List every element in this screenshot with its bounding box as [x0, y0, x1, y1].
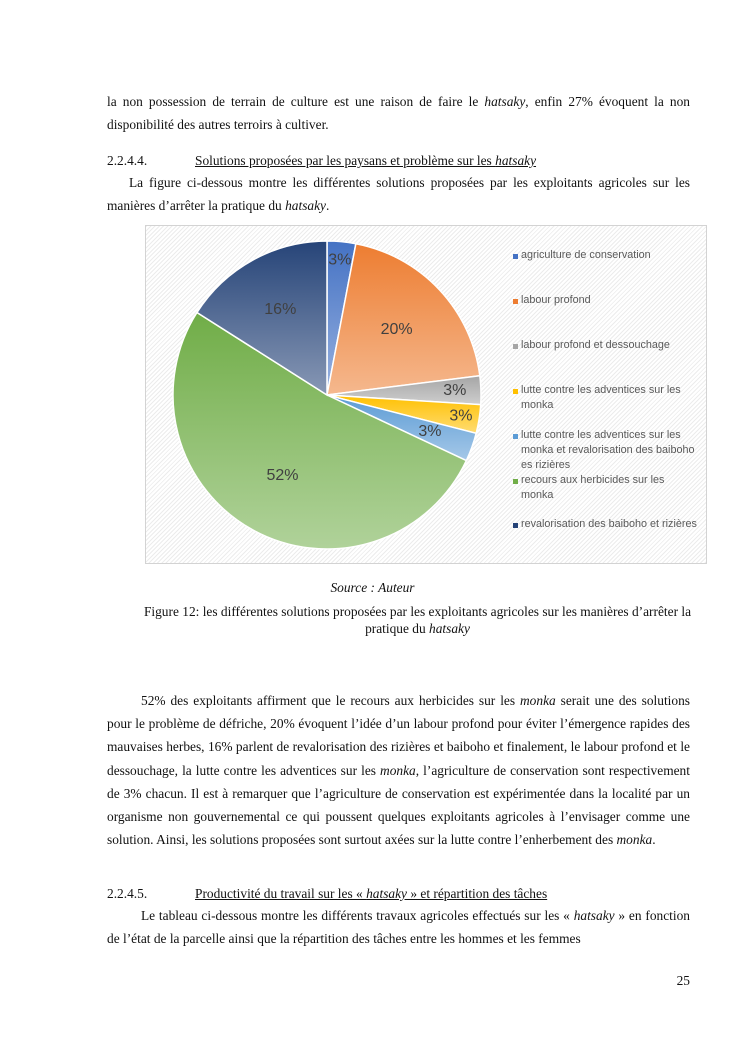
legend-swatch	[513, 479, 518, 484]
section-number: 2.2.4.4.	[107, 153, 148, 168]
legend-label: lutte contre les adventices sur les monka et revalorisation des baiboho es rizières	[521, 429, 695, 471]
pie-data-label-agriculture-de-conservation: 3%	[328, 251, 352, 269]
pie-data-label-labour-profond: 20%	[380, 320, 413, 338]
paragraph-intro: La figure ci-dessous montre les différentes solutions proposées par les exploitants agricoles sur les manières d’arrêter la pratique du hatsaky.	[107, 175, 690, 214]
paragraph-top: la non possession de terrain de culture est une raison de faire le hatsaky, enfin 27% évoquent la non disponibilité des autres terroirs à cultiver.	[107, 94, 690, 133]
legend-label: revalorisation des baiboho et rizières	[521, 518, 697, 530]
pie-chart	[145, 225, 707, 564]
legend-swatch	[513, 434, 518, 439]
legend-item-labour-profond-et-dessouchage	[513, 338, 699, 353]
legend-item-lutte-contre-les-adventices-sur-les-monka-et-revalorisation-des-baiboho-es-rizieres	[513, 428, 699, 473]
pie-data-label-lutte-contre-les-adventices-sur-les-monka-et-revalorisation-des-baiboho-es-rizieres: 3%	[418, 423, 442, 441]
figure-caption: Figure 12: les différentes solutions proposées par les exploitants agricoles sur les manières d’arrêter la pratique du hatsaky	[143, 604, 692, 636]
legend-swatch	[513, 389, 518, 394]
legend-label: agriculture de conservation	[521, 249, 651, 261]
paragraph-analysis: 52% des exploitants affirment que le recours aux herbicides sur les monka serait une des solutions pour le problème de défriche, 20% évoquent l’idée d’un labour profond pour éviter l’émergence rapides des mauvaises herbes, 16% parlent de revalorisation des rizières et baiboho et finalement, le labour profond et le dessouchage, la lutte contre les adventices sur les monka, l’agriculture de conservation sont respectivement de 3% chacun. Il est à remarquer que l’agriculture de conservation est expérimentée dans la localité par un organisme non gouvernemental ce qui poussent quelques exploitants agricoles à l’envisager comme une solution. Ainsi, les solutions proposées sont surtout axées sur la lutte contre l’enherbement des monka.	[107, 693, 691, 848]
section-heading-2-2-4-4: 2.2.4.4. Solutions proposées par les paysans et problème sur les hatsaky	[107, 151, 690, 171]
pie-data-label-labour-profond-et-dessouchage: 3%	[443, 382, 467, 400]
legend-item-recours-aux-herbicides-sur-les-monka	[513, 473, 699, 503]
legend-item-labour-profond	[513, 293, 699, 308]
section-heading-2-2-4-5: 2.2.4.5. Productivité du travail sur les « hatsaky » et répartition des tâches	[107, 884, 690, 904]
legend-item-lutte-contre-les-adventices-sur-les-monka	[513, 383, 699, 413]
legend-label: recours aux herbicides sur les monka	[521, 474, 665, 501]
pie-data-label-revalorisation-des-baiboho-et-rizieres: 16%	[264, 301, 297, 319]
legend-swatch	[513, 344, 518, 349]
pie-data-label-recours-aux-herbicides-sur-les-monka: 52%	[266, 467, 299, 485]
figure-source: Source : Auteur	[330, 580, 415, 595]
legend-label: labour profond et dessouchage	[521, 339, 670, 351]
legend-swatch	[513, 523, 518, 528]
legend-item-agriculture-de-conservation	[513, 248, 699, 263]
paragraph-bottom: Le tableau ci-dessous montre les différents travaux agricoles effectués sur les « hatsaky » en fonction de l’état de la parcelle ainsi que la répartition des tâches entre les hommes et les femmes	[107, 908, 690, 947]
legend-label: lutte contre les adventices sur les monka	[521, 384, 681, 411]
legend-item-revalorisation-des-baiboho-et-rizieres	[513, 517, 699, 532]
pie-data-label-lutte-contre-les-adventices-sur-les-monka: 3%	[449, 407, 473, 425]
section-number: 2.2.4.5.	[107, 886, 148, 901]
legend-label: labour profond	[521, 294, 591, 306]
section-title: Solutions proposées par les paysans et problème sur les	[195, 153, 496, 168]
page-number: 25	[676, 973, 690, 988]
legend-swatch	[513, 299, 518, 304]
legend-swatch	[513, 254, 518, 259]
